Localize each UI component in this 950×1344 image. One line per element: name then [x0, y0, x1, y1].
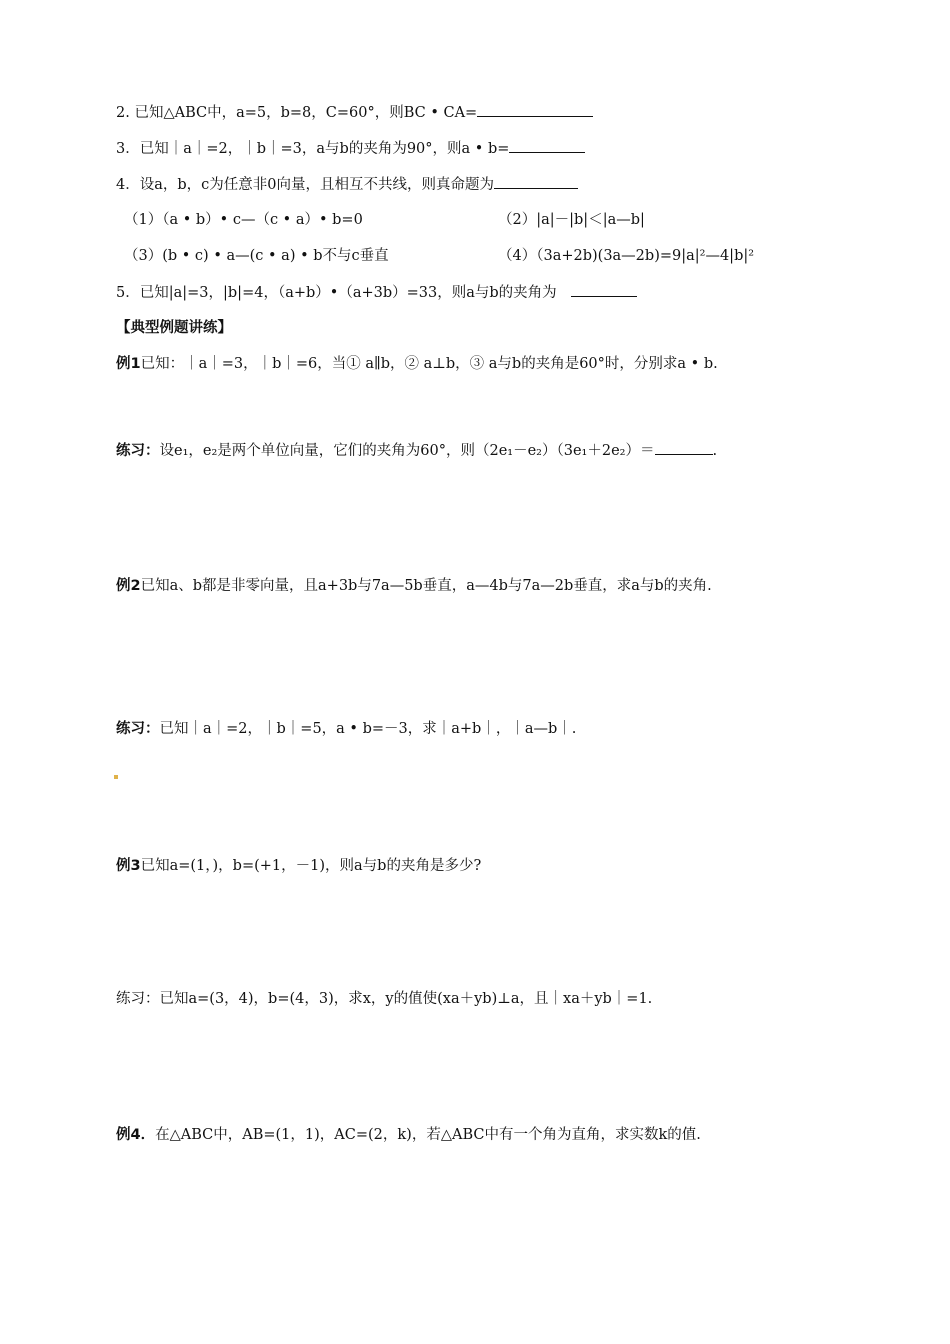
- answer-blank: [477, 102, 593, 117]
- answer-blank: [494, 174, 578, 189]
- example-1: [116, 354, 718, 374]
- example-2-label: 例2: [116, 578, 141, 594]
- question-4-option-1: （1）（a • b）• c—（c • a）• b=0: [124, 212, 363, 228]
- practice-3-text: 已知a=(3，4)，b=(4，3)，求x，y的值使(xa＋yb)⊥a，且｜xa＋yb｜=1.: [159, 991, 653, 1007]
- answer-blank: [571, 282, 637, 297]
- practice-3: [116, 989, 652, 1009]
- question-5-text: 5．已知|a|=3，|b|=4，（a+b）•（a+3b）=33，则a与b的夹角为: [116, 285, 557, 301]
- question-4-option-2: （2）|a|－|b|＜|a—b|: [498, 212, 645, 228]
- practice-1-end: .: [712, 443, 718, 459]
- question-3-text: 3．已知｜a｜=2，｜b｜=3，a与b的夹角为90°，则a • b=: [116, 141, 510, 157]
- example-3-text: 已知a=(1，)，b=(+1，－1)，则a与b的夹角是多少?: [140, 858, 482, 874]
- practice-2-label: 练习：: [116, 721, 160, 737]
- practice-1-text: 设e₁，e₂是两个单位向量，它们的夹角为60°，则（2e₁－e₂）（3e₁＋2e₂）＝: [159, 443, 655, 459]
- answer-blank: [655, 440, 713, 455]
- example-4-label: 例4．: [116, 1127, 156, 1143]
- practice-1: [116, 440, 717, 461]
- example-4: [116, 1125, 701, 1145]
- question-3: [116, 138, 585, 159]
- example-3: [116, 856, 481, 876]
- example-1-label: 例1: [116, 356, 141, 372]
- highlight-marker: [114, 775, 118, 779]
- example-4-text: 在△ABC中，AB=(1，1)，AC=(2，k)，若△ABC中有一个角为直角，求实数k的值.: [155, 1127, 701, 1143]
- section-title: 【典型例题讲练】: [116, 320, 232, 336]
- example-2-text: 已知a、b都是非零向量，且a+3b与7a—5b垂直，a—4b与7a—2b垂直，求a与b的夹角.: [140, 578, 712, 594]
- practice-2-text: 已知｜a｜=2，｜b｜=5，a • b=－3，求｜a+b｜，｜a—b｜.: [159, 721, 577, 737]
- question-4-option-4: （4）（3a+2b)(3a—2b)=9|a|²—4|b|²: [498, 248, 755, 264]
- question-4-option-3: （3）(b • c) • a—(c • a) • b不与c垂直: [124, 248, 389, 264]
- question-4-text: 4．设a，b，c为任意非0向量，且相互不共线，则真命题为: [116, 177, 494, 193]
- example-2: [116, 576, 712, 596]
- example-3-label: 例3: [116, 858, 141, 874]
- example-1-text: 已知：｜a｜=3，｜b｜=6，当① a∥b，② a⊥b，③ a与b的夹角是60°时，分别求a • b.: [140, 356, 718, 372]
- question-5: [116, 282, 637, 303]
- practice-2: [116, 719, 576, 739]
- question-2: [116, 102, 593, 123]
- answer-blank: [509, 138, 585, 153]
- question-2-text: 2. 已知△ABC中，a=5，b=8，C=60°，则BC • CA=: [116, 105, 478, 121]
- practice-1-label: 练习：: [116, 443, 160, 459]
- practice-3-label: 练习：: [116, 991, 160, 1007]
- question-4: [116, 174, 578, 195]
